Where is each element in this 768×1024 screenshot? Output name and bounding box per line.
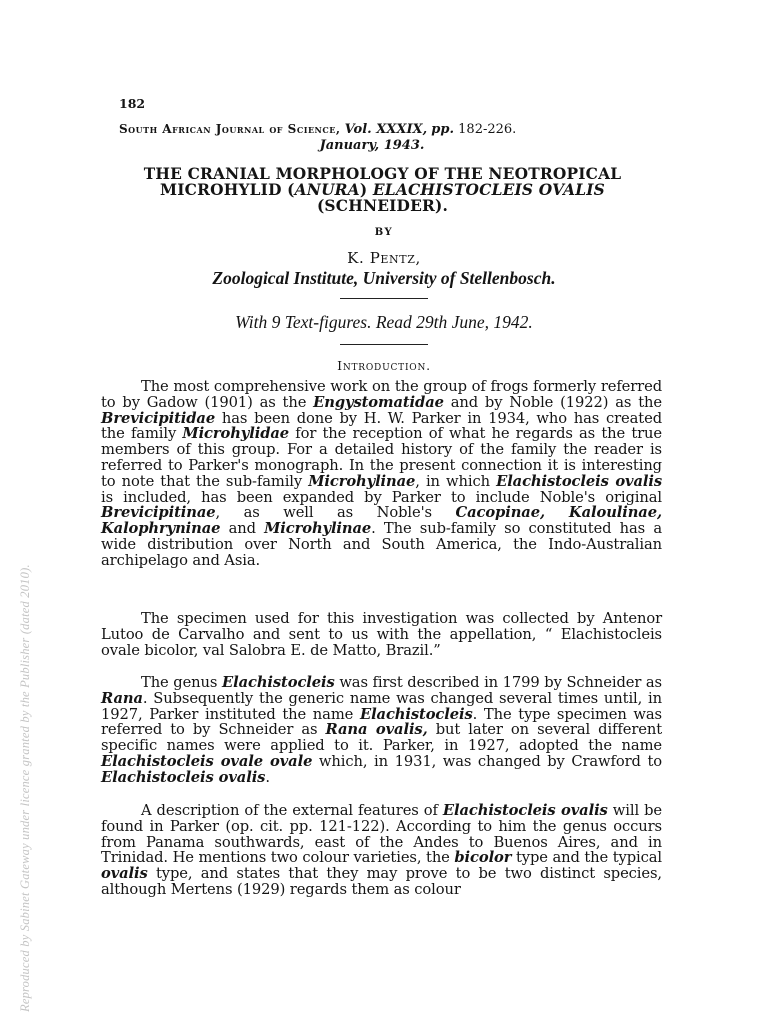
title-line-2 xyxy=(100,182,665,198)
author-name: K. Pentz, xyxy=(347,249,421,267)
journal-pages: 182-226. xyxy=(458,122,517,137)
body-paragraph-2: The specimen used for this investigation was collected by Antenor Lutoo de Carvalho and sent to us with the appellation, “ Elachistocleis ovale bicolor, val Salobra E. de Matto, Brazil.” xyxy=(101,610,662,659)
journal-volume: Vol. XXXIX, xyxy=(344,122,428,137)
divider-rule-top xyxy=(340,298,428,299)
title-species: ELACHISTOCLEIS OVALIS xyxy=(372,181,605,199)
title-prefix: MICROHYLID ( xyxy=(160,181,295,199)
title-order: ANURA xyxy=(294,181,360,199)
page-number: 182 xyxy=(119,96,146,111)
journal-name: South African Journal of Science, xyxy=(119,122,341,136)
body-paragraph-3: The genus Elachistocleis was first described in 1799 by Schneider as Rana. Subsequently the generic name was changed several times until, in 1927, Parker instituted the name Elachistocleis. The type specimen was referred to by Schneider as Rana ovalis, but later on several different specific names were applied to it. Parker, in 1927, adopted the name Elachistocleis ovale ovale which, in 1931, was changed by Crawford to Elachistocleis ovalis. xyxy=(101,674,663,786)
journal-date: January, 1943. xyxy=(319,138,425,153)
article-title xyxy=(100,166,665,214)
section-heading: Introduction. xyxy=(337,358,431,373)
author-affiliation: Zoological Institute, University of Stellenbosch. xyxy=(212,268,556,288)
journal-citation xyxy=(119,122,659,137)
journal-pages-label: pp. xyxy=(431,122,455,137)
title-line-3: (SCHNEIDER). xyxy=(316,197,449,215)
byline: BY xyxy=(374,227,394,238)
divider-rule-bottom xyxy=(340,344,428,345)
figures-note: With 9 Text-figures. Read 29th June, 1942. xyxy=(235,312,533,332)
journal-date-line xyxy=(0,138,768,153)
body-paragraph-1: The most comprehensive work on the group of frogs formerly referred to by Gadow (1901) as the Engystomatidae and by Noble (1922) as the Brevicipitidae has been done by H. W. Parker in 1934, who has created the family Microhylidae for the reception of what he regards as the true members of this group. For a detailed history of the family the reader is referred to Parker's monograph. In the present connection it is interesting to note that the sub-family Microhylinae, in which Elachistocleis ovalis is included, has been expanded by Parker to include Noble's original Brevicipitinae, as well as Noble's Cacopinae, Kaloulinae, Kalophryninae and Microhylinae. The sub-family so constituted has a wide distribution over North and South America, the Indo-Australian archipelago and Asia. xyxy=(101,378,662,569)
publisher-watermark: Reproduced by Sabinet Gateway under licence granted by the Publisher (dated 2010). xyxy=(18,564,32,1012)
body-paragraph-4: A description of the external features of Elachistocleis ovalis will be found in Parker (op. cit. pp. 121-122). According to him the genus occurs from Panama southwards, east of the Andes to Buenos Aires, and in Trinidad. He mentions two colour varieties, the bicolor type and the typical ovalis type, and states that they may prove to be two distinct species, although Mertens (1929) regards them as colour xyxy=(101,802,662,898)
title-paren-close: ) xyxy=(359,181,368,199)
title-line-1: THE CRANIAL MORPHOLOGY OF THE NEOTROPICAL xyxy=(143,165,622,183)
